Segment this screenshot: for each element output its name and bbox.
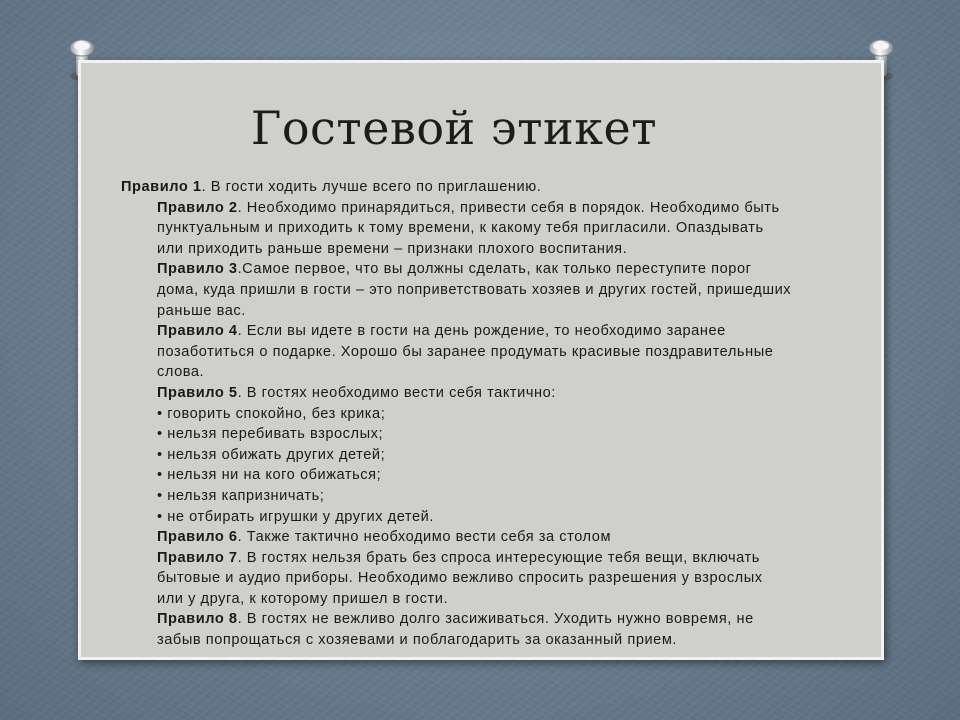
rule-8: Правило 8. В гостях не вежливо долго засиживаться. Уходить нужно вовремя, не забыв попрощаться с хозяевами и поблагодарить за оказанный прием.	[157, 611, 754, 649]
rule-4: Правило 4. Если вы идете в гости на день рождение, то необходимо заранее позаботиться о подарке. Хорошо бы заранее продумать красивые поздравительные слова.	[157, 323, 774, 381]
rule-label: Правило 8	[157, 611, 238, 628]
slide-title: Гостевой этикет	[250, 101, 658, 155]
list-item: • нельзя капризничать;	[157, 487, 325, 504]
rule-label: Правило 5	[157, 384, 238, 401]
rule-3: Правило 3.Самое первое, что вы должны сделать, как только переступите порог дома, куда пришли в гости – это поприветствовать хозяев и других гостей, пришедших раньше вас.	[157, 261, 792, 319]
rule-label: Правило 7	[157, 549, 238, 566]
list-item: • нельзя ни на кого обижаться;	[157, 467, 382, 484]
list-item: • нельзя обижать других детей;	[157, 446, 386, 463]
slide-card	[78, 60, 884, 660]
list-item: • нельзя перебивать взрослых;	[157, 426, 384, 443]
rule-2: Правило 2. Необходимо принарядиться, привести себя в порядок. Необходимо быть пунктуальным и приходить к тому времени, к какому тебя пригласили. Опаздывать или приходить раньше времени – признаки плохого воспитания.	[157, 199, 780, 257]
rules-text	[121, 177, 865, 651]
list-item: • говорить спокойно, без крика;	[157, 405, 386, 422]
rule-label: Правило 6	[157, 529, 238, 546]
rule-5: Правило 5. В гостях необходимо вести себя тактично: • говорить спокойно, без крика; • нельзя перебивать взрослых; • нельзя обижать других детей; • нельзя ни на кого обижаться; • нельзя капризничать; • не отбирать игрушки у других детей.	[121, 383, 865, 527]
rule-1: Правило 1. В гости ходить лучше всего по приглашению.	[121, 179, 542, 195]
rule-7: Правило 7. В гостях нельзя брать без спроса интересующие тебя вещи, включать бытовые и аудио приборы. Необходимо вежливо спросить разрешения у взрослых или у друга, к которому пришел в гости.	[157, 549, 763, 607]
rule-label: Правило 1	[121, 179, 202, 195]
list-item: • не отбирать игрушки у других детей.	[157, 508, 434, 525]
rule-label: Правило 2	[157, 199, 238, 216]
rule-6: Правило 6. Также тактично необходимо вести себя за столом	[157, 529, 612, 546]
rule-label: Правило 4	[157, 323, 238, 340]
rule-label: Правило 3	[157, 261, 238, 278]
